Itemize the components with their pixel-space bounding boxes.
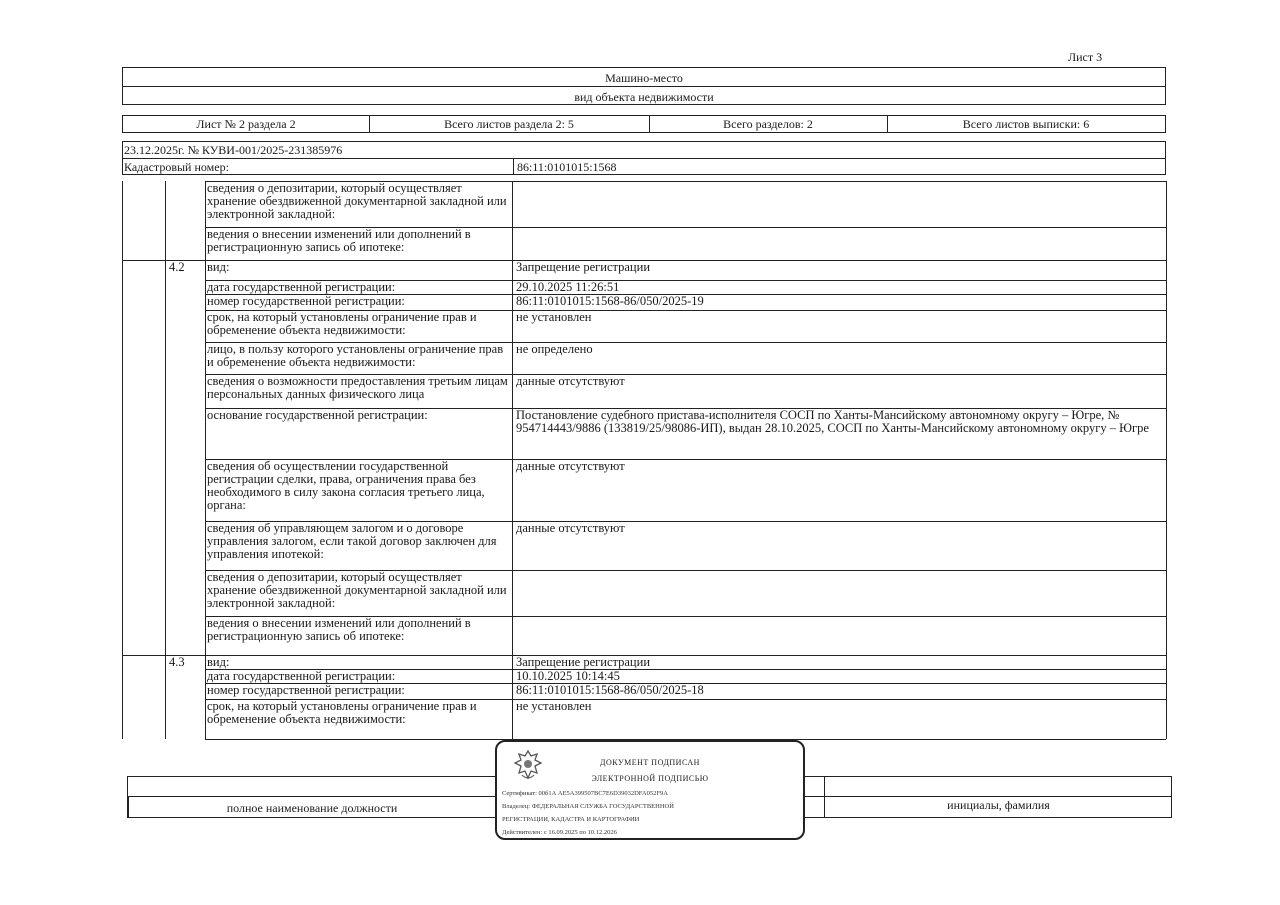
row-value: данные отсутствуют xyxy=(516,522,625,535)
row-label: номер государственной регистрации: xyxy=(207,684,405,697)
stamp-owner-2: РЕГИСТРАЦИИ, КАДАСТРА И КАРТОГРАФИИ xyxy=(502,816,640,823)
row-value: данные отсутствуют xyxy=(516,375,625,388)
row-value xyxy=(512,228,1166,260)
stamp-certificate: Сертификат: 00б1А АЕ5А399507ВС7Е6D39032DFA052F9A xyxy=(502,790,668,797)
row-label: сведения о возможности предоставления третьим лицам персональных данных физического лица xyxy=(207,375,508,401)
extract-reference: 23.12.2025г. № КУВИ-001/2025-231385976 xyxy=(124,143,343,157)
row-value: не определено xyxy=(516,343,593,356)
entry-number: 4.3 xyxy=(169,656,185,669)
row-label: лицо, в пользу которого установлены ограничение прав и обременение объекта недвижимости: xyxy=(207,343,504,369)
row-label: сведения об осуществлении государственной регистрации сделки, права, ограничения права без необходимого в силу закона согласия третьего лица, органа: xyxy=(207,460,485,512)
cadastral-label: Кадастровый номер: xyxy=(124,160,229,174)
sheet-label: Лист 3 xyxy=(1068,50,1103,64)
row-value: не установлен xyxy=(516,700,592,713)
entry-number: 4.2 xyxy=(169,261,185,274)
row-value xyxy=(512,571,1166,616)
row-value: Запрещение регистрации xyxy=(516,261,651,274)
row-value: Запрещение регистрации xyxy=(516,656,651,669)
row-label: срок, на который установлены ограничение прав и обременение объекта недвижимости: xyxy=(207,700,477,726)
row-label: ведения о внесении изменений или дополнений в регистрационную запись об ипотеке: xyxy=(207,617,471,643)
row-label: срок, на который установлены ограничение прав и обременение объекта недвижимости: xyxy=(207,311,477,337)
row-label: вид: xyxy=(207,656,230,669)
cadastral-number: 86:11:0101015:1568 xyxy=(517,160,617,174)
row-value xyxy=(512,182,1166,227)
row-label: сведения об управляющем залогом и о договоре управления залогом, если такой договор заключен для управления ипотекой: xyxy=(207,522,497,561)
object-type: Машино-место xyxy=(605,71,683,85)
name-caption: инициалы, фамилия xyxy=(947,798,1050,812)
sheet-info-row xyxy=(122,115,1166,133)
row-label: сведения о депозитарии, который осуществляет хранение обездвиженной документарной закладной или электронной закладной: xyxy=(207,182,507,221)
object-type-box xyxy=(122,67,1166,105)
row-label: основание государственной регистрации: xyxy=(207,409,428,422)
row-value: 86:11:0101015:1568-86/050/2025-19 xyxy=(516,295,704,308)
row-value xyxy=(512,617,1166,655)
row-label: вид: xyxy=(207,261,230,274)
total-extract-sheets: Всего листов выписки: 6 xyxy=(962,117,1090,131)
row-value: 10.10.2025 10:14:45 xyxy=(516,670,620,683)
object-type-caption: вид объекта недвижимости xyxy=(574,90,714,104)
e-signature-stamp xyxy=(495,740,805,840)
stamp-owner-1: Владелец: ФЕДЕРАЛЬНАЯ СЛУЖБА ГОСУДАРСТВЕННОЙ xyxy=(502,803,674,810)
row-label: номер государственной регистрации: xyxy=(207,295,405,308)
total-section-sheets: Всего листов раздела 2: 5 xyxy=(444,117,574,131)
stamp-title-2: ЭЛЕКТРОННОЙ ПОДПИСЬЮ xyxy=(591,774,709,783)
row-value: не установлен xyxy=(516,311,592,324)
sheet-of-section: Лист № 2 раздела 2 xyxy=(196,117,296,131)
stamp-title-1: ДОКУМЕНТ ПОДПИСАН xyxy=(600,758,700,767)
total-sections: Всего разделов: 2 xyxy=(723,117,813,131)
encumbrance-table xyxy=(122,181,1170,742)
row-label: ведения о внесении изменений или дополнений в регистрационную запись об ипотеке: xyxy=(207,228,471,254)
position-caption: полное наименование должности xyxy=(226,801,398,815)
row-label: дата государственной регистрации: xyxy=(207,281,396,294)
row-value: 86:11:0101015:1568-86/050/2025-18 xyxy=(516,684,704,697)
row-label: сведения о депозитарии, который осуществляет хранение обездвиженной документарной закладной или электронной закладной: xyxy=(207,571,507,610)
row-label: дата государственной регистрации: xyxy=(207,670,396,683)
row-value: данные отсутствуют xyxy=(516,460,625,473)
extract-header xyxy=(122,141,1166,175)
row-value: 29.10.2025 11:26:51 xyxy=(516,281,620,294)
stamp-validity: Действителен: с 16.09.2025 по 10.12.2026 xyxy=(502,829,617,836)
row-value: Постановление судебного пристава-исполнителя СОСП по Ханты-Мансийскому автономному округу – Югре, № 954714443/9886 (133819/25/98086-ИП), выдан 28.10.2025, СОСП по Ханты-Мансийскому автономному округу – Югре xyxy=(516,409,1149,435)
